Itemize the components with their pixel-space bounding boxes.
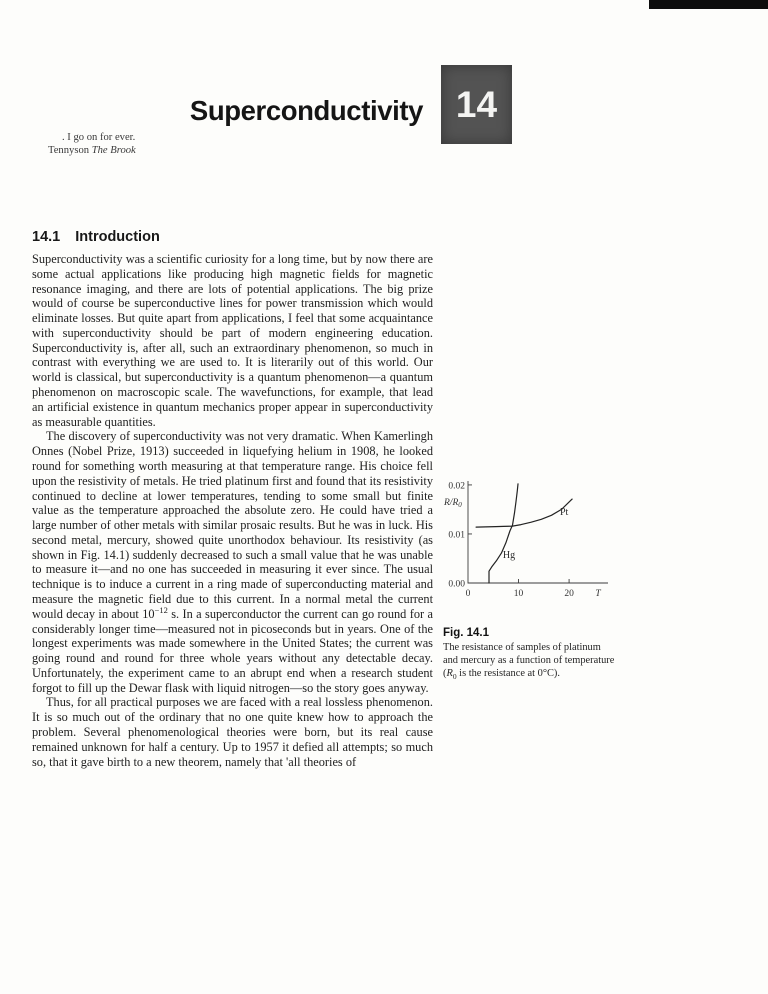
chart-axes bbox=[468, 481, 608, 583]
figure-caption-text bbox=[443, 641, 615, 684]
epigraph-author: Tennyson bbox=[48, 145, 92, 156]
epigraph-quote: . I go on for ever. bbox=[62, 132, 136, 143]
epigraph-work: The Brook bbox=[91, 145, 136, 156]
caption-pre: The resistance of samples of platinum and mercury as a function of temperature ( bbox=[443, 642, 615, 680]
paragraph-2 bbox=[32, 429, 433, 695]
section-title: Introduction bbox=[75, 229, 160, 245]
scan-edge-artifact bbox=[649, 0, 768, 9]
paragraph-3: Thus, for all practical purposes we are faced with a real lossless phenomenon. It is so much out of the ordinary that no one quite knew how to approach the problem. Several phenomenological theories were born, but its real cause remained unknown for half a century. Up to 1957 it defied all attempts; so much so, that it gave birth to a new theorem, namely that 'all theories of bbox=[32, 695, 433, 769]
x-tick-label: 0 bbox=[465, 589, 471, 599]
epigraph bbox=[48, 131, 136, 157]
caption-post: is the resistance at 0°C). bbox=[456, 668, 560, 680]
y-axis-label: $R/R_0$ bbox=[444, 498, 462, 509]
caption-symbol-sub: 0 bbox=[452, 672, 457, 682]
fig-14-1-chart bbox=[443, 467, 668, 605]
curve-hg bbox=[489, 484, 518, 583]
y-tick-label: 0.01 bbox=[448, 530, 465, 541]
paragraph-2-text-cont: s. In a superconductor the current can go round for a considerably longer time—measured not in picoseconds but in years. One of the longest experiments was made somewhere in the United States; the current was going round and round for three whole years without any detectable decay. Unfortunately, the experiment came to an abrupt end when a research student forgot to fill up the Dewar flask with liquid nitrogen—so the story goes anyway. bbox=[32, 606, 433, 695]
paragraph-1: Superconductivity was a scientific curiosity for a long time, but by now there are some actual applications like producing high magnetic fields for magnetic resonance imaging, and there are lots of potential applications. The big prize would of course be superconductive lines for power transmission which would eliminate losses. But quite apart from applications, I feel that some acquaintance with superconductivity should be part of modern engineering education. Superconductivity is, after all, such an extraordinary phenomenon, so much in contrast with everything we are used to. It is literarily out of this world. Our world is classical, but superconductivity is a quantum phenomenon—a quantum phenomenon on macroscopic scale. The wavefunctions, for example, that lead an artificial existence in quantum mechanics proper appear in superconductivity as measurable quantities. bbox=[32, 252, 433, 429]
x-tick-label: 20 bbox=[564, 589, 574, 599]
x-tick-label: 10 bbox=[513, 589, 524, 599]
body-text-column bbox=[32, 252, 433, 769]
chapter-number: 14 bbox=[455, 83, 498, 125]
section-number: 14.1 bbox=[32, 229, 61, 245]
exponent-superscript: −12 bbox=[154, 604, 168, 615]
series-label-pt: Pt bbox=[559, 506, 569, 518]
figure-label: Fig. 14.1 bbox=[443, 627, 490, 639]
epigraph-attribution bbox=[48, 144, 136, 157]
x-axis-label: T bbox=[595, 589, 601, 599]
chapter-title: Superconductivity bbox=[189, 95, 423, 127]
chapter-number-box bbox=[441, 65, 512, 144]
y-tick-label: 0.00 bbox=[448, 579, 465, 590]
y-tick-label: 0.02 bbox=[448, 481, 465, 492]
caption-symbol: R bbox=[446, 668, 453, 680]
series-label-hg: Hg bbox=[502, 549, 516, 561]
paragraph-2-text: The discovery of superconductivity was not very dramatic. When Kamerlingh Onnes (Nobel Prize, 1913) succeeded in liquefying helium in 1908, he looked round for something worth measuring at that temperature range. His choice fell upon the resistivity of metals. He tried platinum first and found that its resistivity continued to decline at lower temperatures, tending to some small but finite value as the temperature approached the absolute zero. He could have tried a large number of other metals with similar prosaic results. But he was in luck. His second metal, mercury, showed quite unorthodox behaviour. Its resistivity (as shown in Fig. 14.1) suddenly decreased to such a small value that he was unable to measure it—and no one has succeeded in measuring it ever since. The usual technique is to induce a current in a ring made of superconducting material and measure the magnetic field due to this current. In a normal metal the current would decay in about 10 bbox=[32, 429, 433, 621]
curve-pt bbox=[476, 499, 572, 527]
fig-14-1-caption bbox=[443, 627, 615, 684]
section-heading bbox=[32, 229, 160, 245]
